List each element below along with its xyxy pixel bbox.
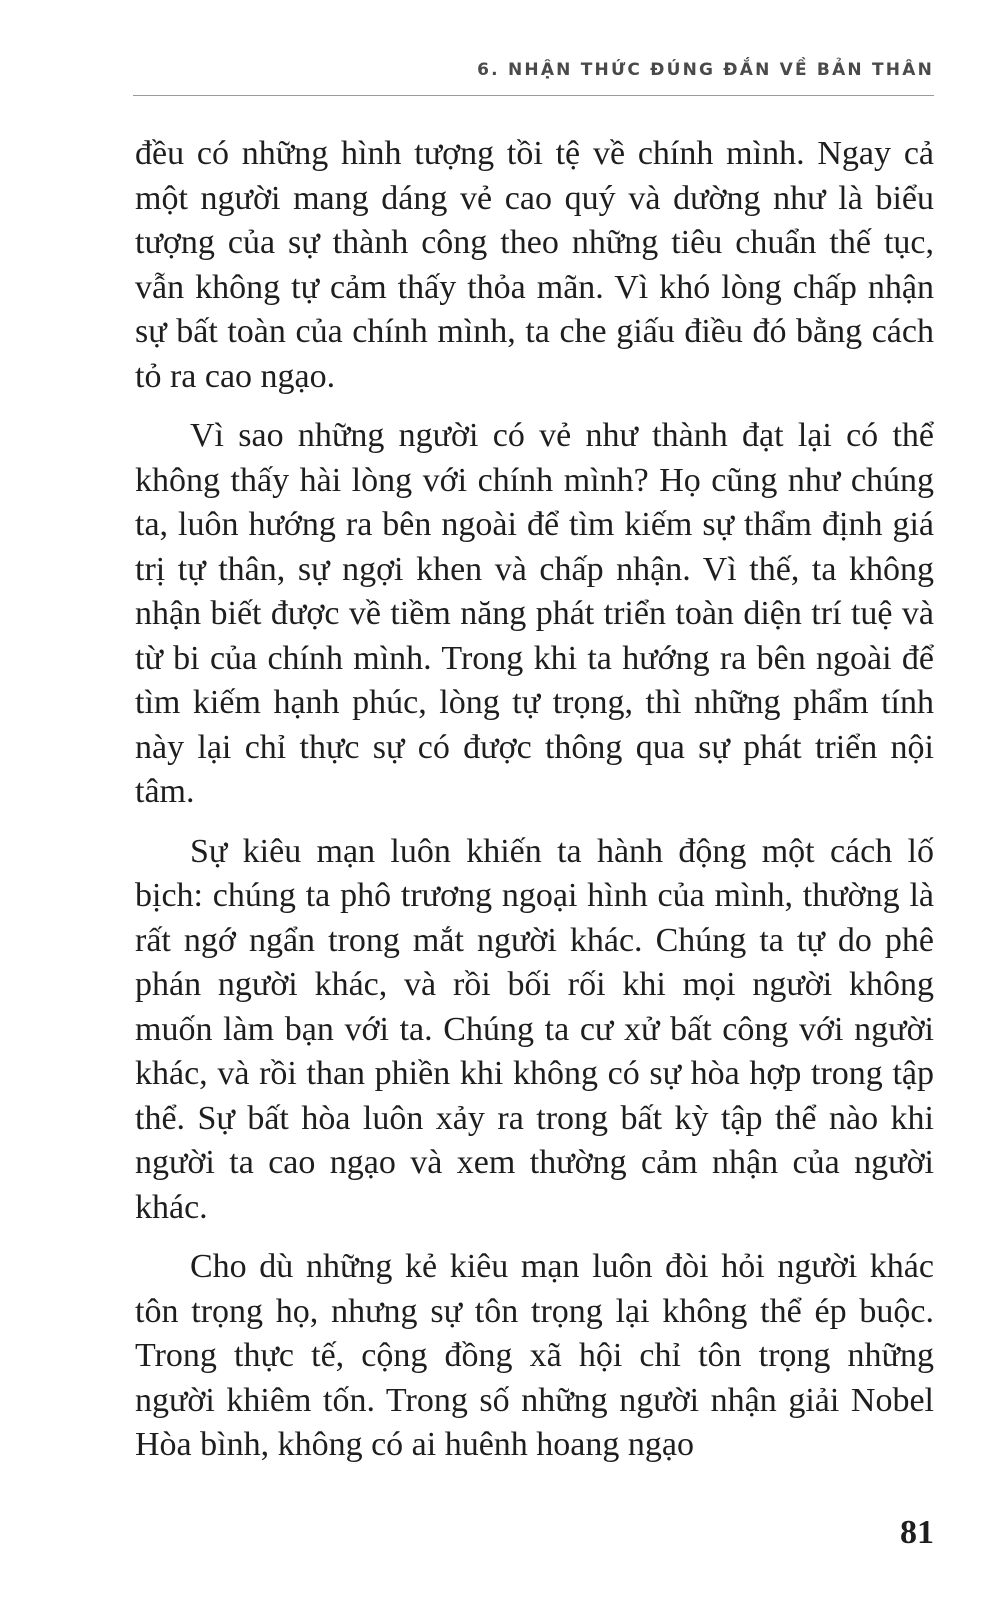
paragraph-1: đều có những hình tượng tồi tệ về chính mình. Ngay cả một người mang dáng vẻ cao quý và dường như là biểu tượng của sự thành công theo những tiêu chuẩn thế tục, vẫn không tự cảm thấy thỏa mãn. Vì khó lòng chấp nhận sự bất toàn của chính mình, ta che giấu điều đó bằng cách tỏ ra cao ngạo. [135,135,934,395]
paragraph-2: Vì sao những người có vẻ như thành đạt lại có thể không thấy hài lòng với chính mình? Họ cũng như chúng ta, luôn hướng ra bên ngoài để tìm kiếm sự thẩm định giá trị tự thân, sự ngợi khen và chấp nhận. Vì thế, ta không nhận biết được về tiềm năng phát triển toàn diện trí tuệ và từ bi của chính mình. Trong khi ta hướng ra bên ngoài để tìm kiếm hạnh phúc, lòng tự trọng, thì những phẩm tính này lại chỉ thực sự có được thông qua sự phát triển nội tâm. [135,417,934,810]
paragraph-4: Cho dù những kẻ kiêu mạn luôn đòi hỏi người khác tôn trọng họ, nhưng sự tôn trọng lại không thể ép buộc. Trong thực tế, cộng đồng xã hội chỉ tôn trọng những người khiêm tốn. Trong số những người nhận giải Nobel Hòa bình, không có ai huênh hoang ngạo [135,1248,934,1463]
running-head: 6. NHẬN THỨC ĐÚNG ĐẮN VỀ BẢN THÂN [133,60,934,96]
page-body [135,132,934,1483]
page-number: 81 [900,1514,934,1551]
paragraph-3: Sự kiêu mạn luôn khiến ta hành động một cách lố bịch: chúng ta phô trương ngoại hình của mình, thường là rất ngớ ngẩn trong mắt người khác. Chúng ta tự do phê phán người khác, và rồi bối rối khi mọi người không muốn làm bạn với ta. Chúng ta cư xử bất công với người khác, và rồi than phiền khi không có sự hòa hợp trong tập thể. Sự bất hòa luôn xảy ra trong bất kỳ tập thể nào khi người ta cao ngạo và xem thường cảm nhận của người khác. [135,832,934,1226]
